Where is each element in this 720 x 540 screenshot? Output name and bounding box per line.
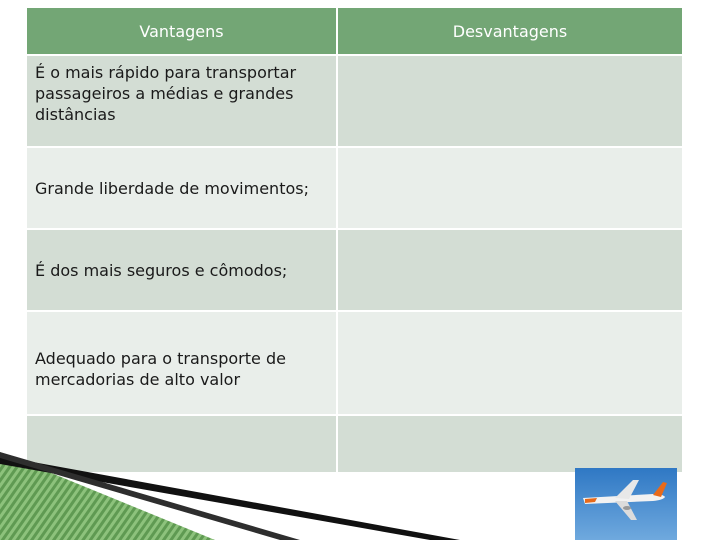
table-row bbox=[26, 311, 683, 415]
decorative-swoosh bbox=[0, 452, 460, 540]
cell-vantagem: É dos mais seguros e cômodos; bbox=[26, 229, 337, 311]
comparison-table bbox=[25, 6, 684, 474]
table-row bbox=[26, 55, 683, 147]
header-row bbox=[26, 7, 683, 55]
airplane-photo bbox=[575, 468, 677, 540]
header-desvantagens: Desvantagens bbox=[337, 7, 683, 55]
table-row bbox=[26, 229, 683, 311]
table-row bbox=[26, 147, 683, 229]
cell-vantagem: É o mais rápido para transportar passageiros a médias e grandes distâncias bbox=[26, 55, 337, 147]
header-vantagens: Vantagens bbox=[26, 7, 337, 55]
cell-vantagem: Grande liberdade de movimentos; bbox=[26, 147, 337, 229]
cell-desvantagem bbox=[337, 229, 683, 311]
cell-vantagem: Adequado para o transporte de mercadorias de alto valor bbox=[26, 311, 337, 415]
cell-desvantagem bbox=[337, 147, 683, 229]
cell-desvantagem bbox=[337, 55, 683, 147]
cell-desvantagem bbox=[337, 311, 683, 415]
